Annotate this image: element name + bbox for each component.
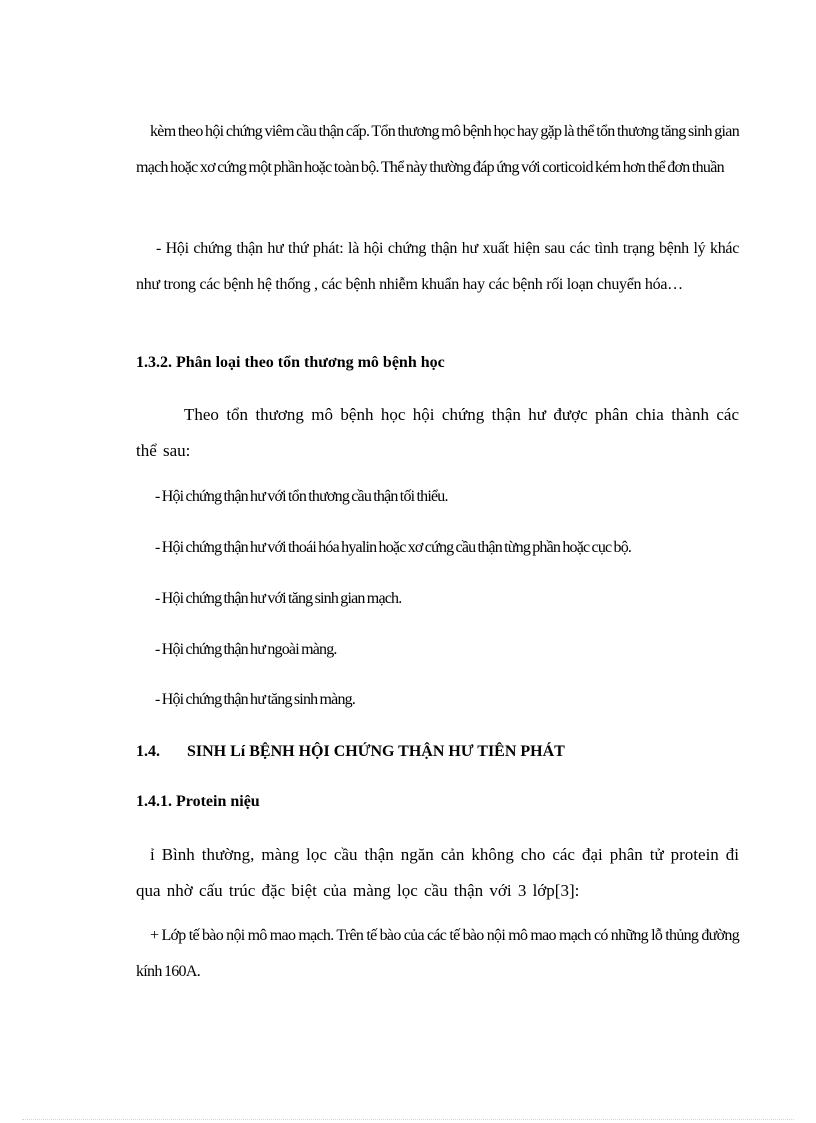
page-footer-divider — [22, 1119, 794, 1120]
heading-1-4-1: 1.4.1. Protein niệu — [136, 793, 260, 810]
section-title: SINH Lí BỆNH HỘI CHỨNG THẬN HƯ TIÊN PHÁT — [187, 743, 565, 760]
heading-1-3-2: 1.3.2. Phân loại theo tổn thương mô bệnh học — [136, 354, 445, 371]
paragraph-endothelial-layer: + Lớp tế bào nội mô mao mạch. Trên tế bào của các tế bào nội mô mao mạch có những lỗ thủng đường kính 160A. — [136, 927, 739, 980]
paragraph-secondary-nephrotic: - Hội chứng thận hư thứ phát: là hội chứng thận hư xuất hiện sau các tình trạng bệnh lý khác như trong các bệnh hệ thống , các bệnh nhiễm khuẩn hay các bệnh rối loạn chuyển hóa… — [136, 240, 739, 293]
list-item: - Hội chứng thận hư với tổn thương cầu thận tối thiểu. — [155, 488, 448, 505]
paragraph-corticoid: kèm theo hội chứng viêm cầu thận cấp. Tổn thương mô bệnh học hay gặp là thể tổn thương tăng sinh gian mạch hoặc xơ cứng một phần hoặc toàn bộ. Thể này thường đáp ứng với corticoid kém hơn thể đơn thuần — [136, 123, 739, 176]
list-item: - Hội chứng thận hư tăng sinh màng. — [155, 691, 356, 708]
section-number: 1.4. — [136, 743, 160, 760]
paragraph-classification-intro: Theo tổn thương mô bệnh học hội chứng thận hư được phân chia thành các thể sau: — [136, 405, 739, 460]
paragraph-filtration-membrane: ỉ Bình thường, màng lọc cầu thận ngăn cản không cho các đại phân tử protein đi qua nhờ cấu trúc đặc biệt của màng lọc cầu thận với 3 lớp[3]: — [136, 845, 739, 900]
list-item: - Hội chứng thận hư với tăng sinh gian mạch. — [155, 590, 402, 607]
list-item: - Hội chứng thận hư với thoái hóa hyalin hoặc xơ cứng cầu thận từng phần hoặc cục bộ. — [155, 539, 632, 556]
list-item: - Hội chứng thận hư ngoài màng. — [155, 641, 337, 658]
